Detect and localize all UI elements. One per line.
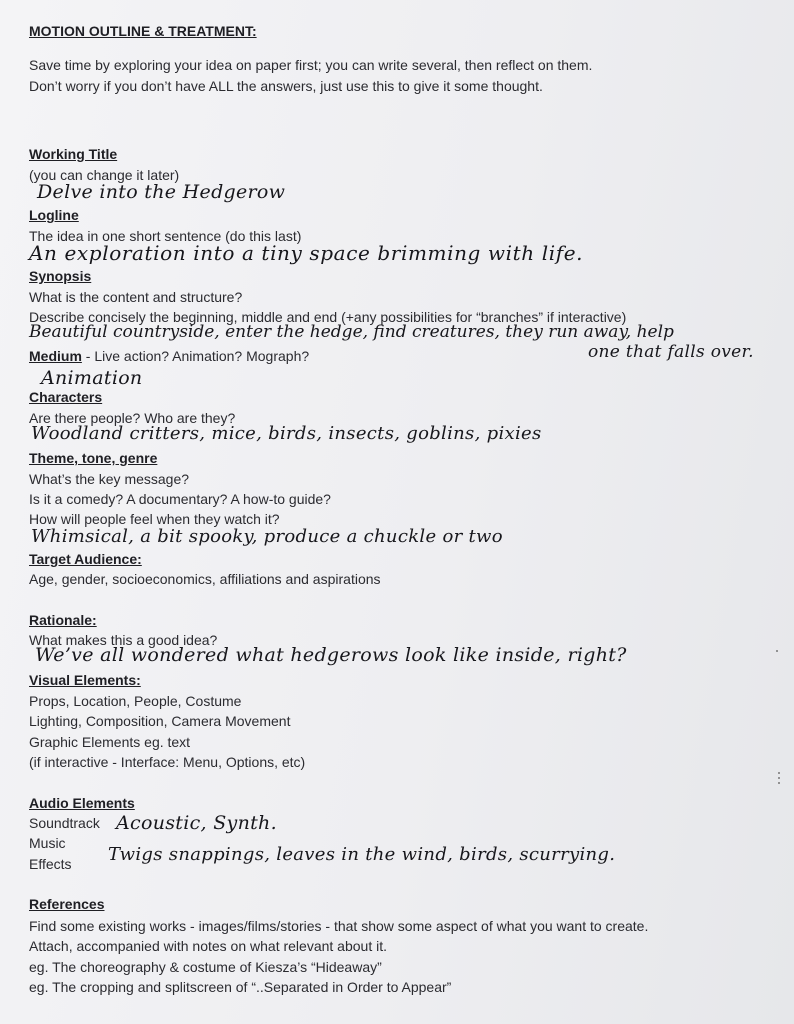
rationale-prompt: What makes this a good idea? (29, 632, 218, 648)
medium-heading: Medium (29, 348, 82, 364)
audio-label-effects: Effects (29, 856, 72, 872)
references-heading: References (29, 896, 105, 912)
visual-elements-prompt-4: (if interactive - Interface: Menu, Options, etc) (29, 754, 306, 770)
characters-answer: Woodland critters, mice, birds, insects, goblins, pixies (31, 423, 542, 444)
paper-speck (778, 772, 780, 774)
working-title-prompt: (you can change it later) (29, 167, 180, 183)
target-audience-prompt: Age, gender, socioeconomics, affiliations and aspirations (29, 571, 381, 587)
visual-elements-prompt-2: Lighting, Composition, Camera Movement (29, 713, 291, 729)
intro-line-2: Don’t worry if you don’t have ALL the answers, just use this to give it some thought. (29, 78, 543, 94)
synopsis-prompt-1: What is the content and structure? (29, 289, 243, 305)
references-line-2: Attach, accompanied with notes on what relevant about it. (29, 938, 387, 954)
visual-elements-prompt-3: Graphic Elements eg. text (29, 734, 191, 750)
paper-speck (778, 777, 780, 779)
theme-answer: Whimsical, a bit spooky, produce a chuckle or two (31, 526, 503, 547)
logline-answer: An exploration into a tiny space brimming with life. (29, 241, 584, 265)
rationale-answer: We’ve all wondered what hedgerows look like inside, right? (35, 644, 627, 666)
visual-elements-prompt-1: Props, Location, People, Costume (29, 693, 242, 709)
theme-prompt-2: Is it a comedy? A documentary? A how-to guide? (29, 491, 331, 507)
audio-label-soundtrack: Soundtrack (29, 815, 100, 831)
visual-elements-heading: Visual Elements: (29, 672, 141, 688)
effects-answer: Twigs snappings, leaves in the wind, birds, scurrying. (108, 844, 616, 865)
synopsis-answer-line-2: one that falls over. (588, 342, 754, 362)
references-line-4: eg. The cropping and splitscreen of “..Separated in Order to Appear” (29, 979, 452, 995)
theme-heading: Theme, tone, genre (29, 450, 158, 466)
rationale-heading: Rationale: (29, 612, 97, 628)
synopsis-heading: Synopsis (29, 268, 92, 284)
soundtrack-answer: Acoustic, Synth. (116, 812, 277, 834)
audio-label-music: Music (29, 835, 66, 851)
theme-prompt-3: How will people feel when they watch it? (29, 511, 280, 527)
working-title-heading: Working Title (29, 146, 118, 162)
paper-speck (776, 650, 778, 652)
theme-prompt-1: What’s the key message? (29, 471, 190, 487)
working-title-answer: Delve into the Hedgerow (37, 181, 286, 203)
medium-row (29, 347, 309, 365)
medium-answer: Animation (41, 367, 143, 389)
references-line-1: Find some existing works - images/films/stories - that show some aspect of what you want to create. (29, 918, 649, 934)
intro-line-1: Save time by exploring your idea on paper first; you can write several, then reflect on them. (29, 57, 593, 73)
synopsis-prompt-2: Describe concisely the beginning, middle and end (+any possibilities for “branches” if interactive) (29, 309, 627, 325)
synopsis-answer-line-1: Beautiful countryside, enter the hedge, find creatures, they run away, help (29, 322, 674, 342)
logline-prompt: The idea in one short sentence (do this last) (29, 228, 302, 244)
target-audience-heading: Target Audience: (29, 551, 142, 567)
characters-heading: Characters (29, 389, 103, 405)
characters-prompt: Are there people? Who are they? (29, 410, 236, 426)
page-title: MOTION OUTLINE & TREATMENT: (29, 23, 257, 39)
medium-prompt: - Live action? Animation? Mograph? (81, 348, 310, 364)
references-line-3: eg. The choreography & costume of Kiesza’s “Hideaway” (29, 959, 382, 975)
audio-elements-heading: Audio Elements (29, 795, 135, 811)
paper-speck (778, 782, 780, 784)
logline-heading: Logline (29, 207, 79, 223)
